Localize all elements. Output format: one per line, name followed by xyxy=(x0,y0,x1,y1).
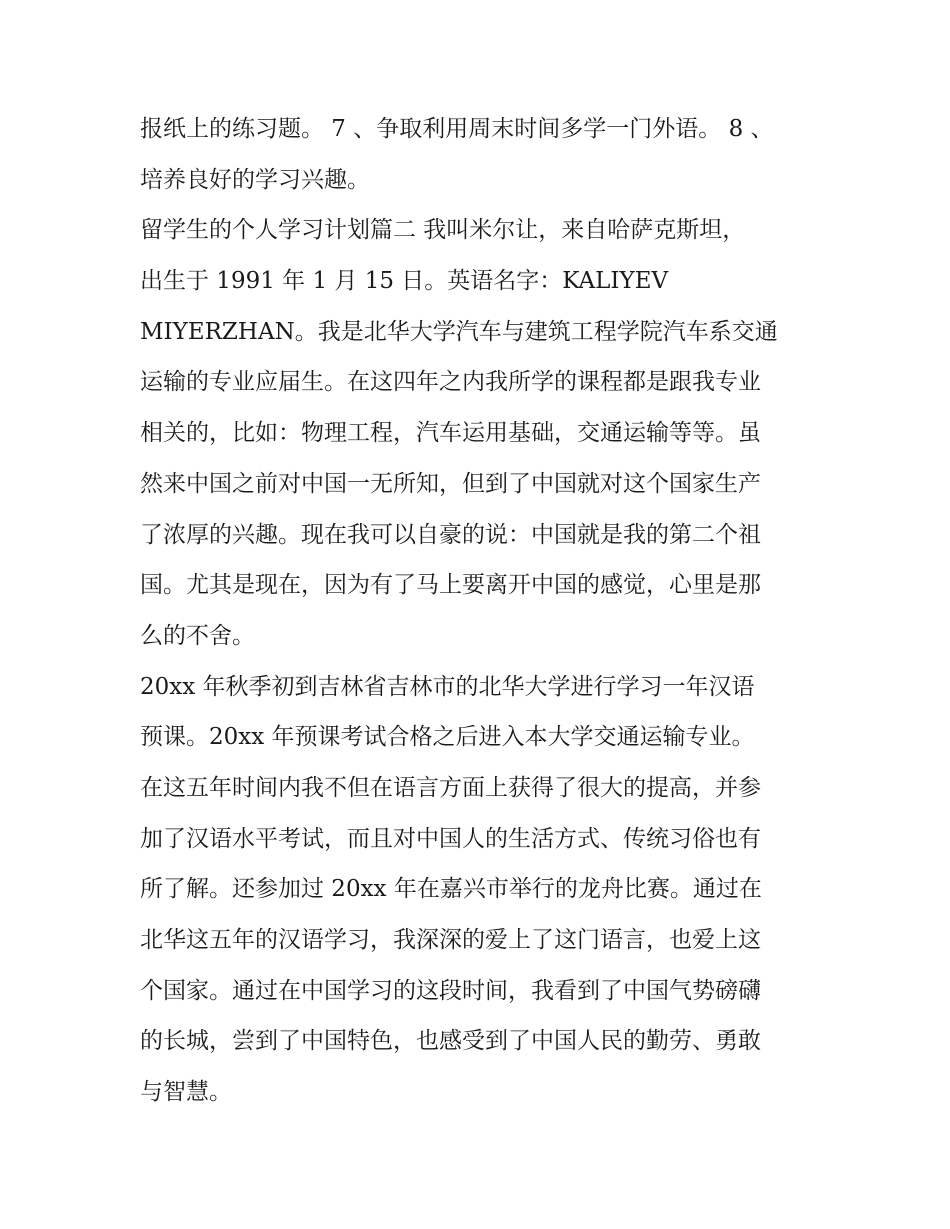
text-line: 培养良好的学习兴趣。 xyxy=(140,166,370,193)
document-body xyxy=(140,104,820,1118)
text-line: 么的不舍。 xyxy=(140,622,255,649)
text-line: 北华这五年的汉语学习，我深深的爱上了这门语言，也爱上这 xyxy=(140,927,761,953)
text-line: 的长城，尝到了中国特色，也感受到了中国人民的勤劳、勇敢 xyxy=(140,1028,761,1055)
text-line: 运输的专业应届生。在这四年之内我所学的课程都是跟我专业 xyxy=(140,369,761,396)
text-line: 在这五年时间内我不但在语言方面上获得了很大的提高，并参 xyxy=(140,774,761,801)
text-line: MIYERZHAN。我是北华大学汽车与建筑工程学院汽车系交通 xyxy=(140,318,778,345)
text-line: 然来中国之前对中国一无所知，但到了中国就对这个国家生产 xyxy=(140,470,761,497)
text-line: 相关的，比如：物理工程，汽车运用基础，交通运输等等。虽 xyxy=(140,420,761,447)
text-line: 了浓厚的兴趣。现在我可以自豪的说：中国就是我的第二个祖 xyxy=(140,521,761,548)
text-line: 出生于 1991 年 1 月 15 日。英语名字：KALIYEV xyxy=(140,268,669,295)
text-line: 20xx 年秋季初到吉林省吉林市的北华大学进行学习一年汉语 xyxy=(140,673,755,700)
text-line: 留学生的个人学习计划篇二 我叫米尔让，来自哈萨克斯坦， xyxy=(140,217,746,244)
text-line: 所了解。还参加过 20xx 年在嘉兴市举行的龙舟比赛。通过在 xyxy=(140,876,762,903)
text-line: 与智慧。 xyxy=(140,1079,232,1106)
text-line: 预课。20xx 年预课考试合格之后进入本大学交通运输专业。 xyxy=(140,724,755,751)
text-line: 国。尤其是现在，因为有了马上要离开中国的感觉，心里是那 xyxy=(140,572,761,599)
text-line: 加了汉语水平考试，而且对中国人的生活方式、传统习俗也有 xyxy=(140,825,761,852)
text-line: 个国家。通过在中国学习的这段时间，我看到了中国气势磅礴 xyxy=(140,977,761,1004)
text-line: 报纸上的练习题。 7 、争取利用周末时间多学一门外语。 8 、 xyxy=(140,116,774,142)
